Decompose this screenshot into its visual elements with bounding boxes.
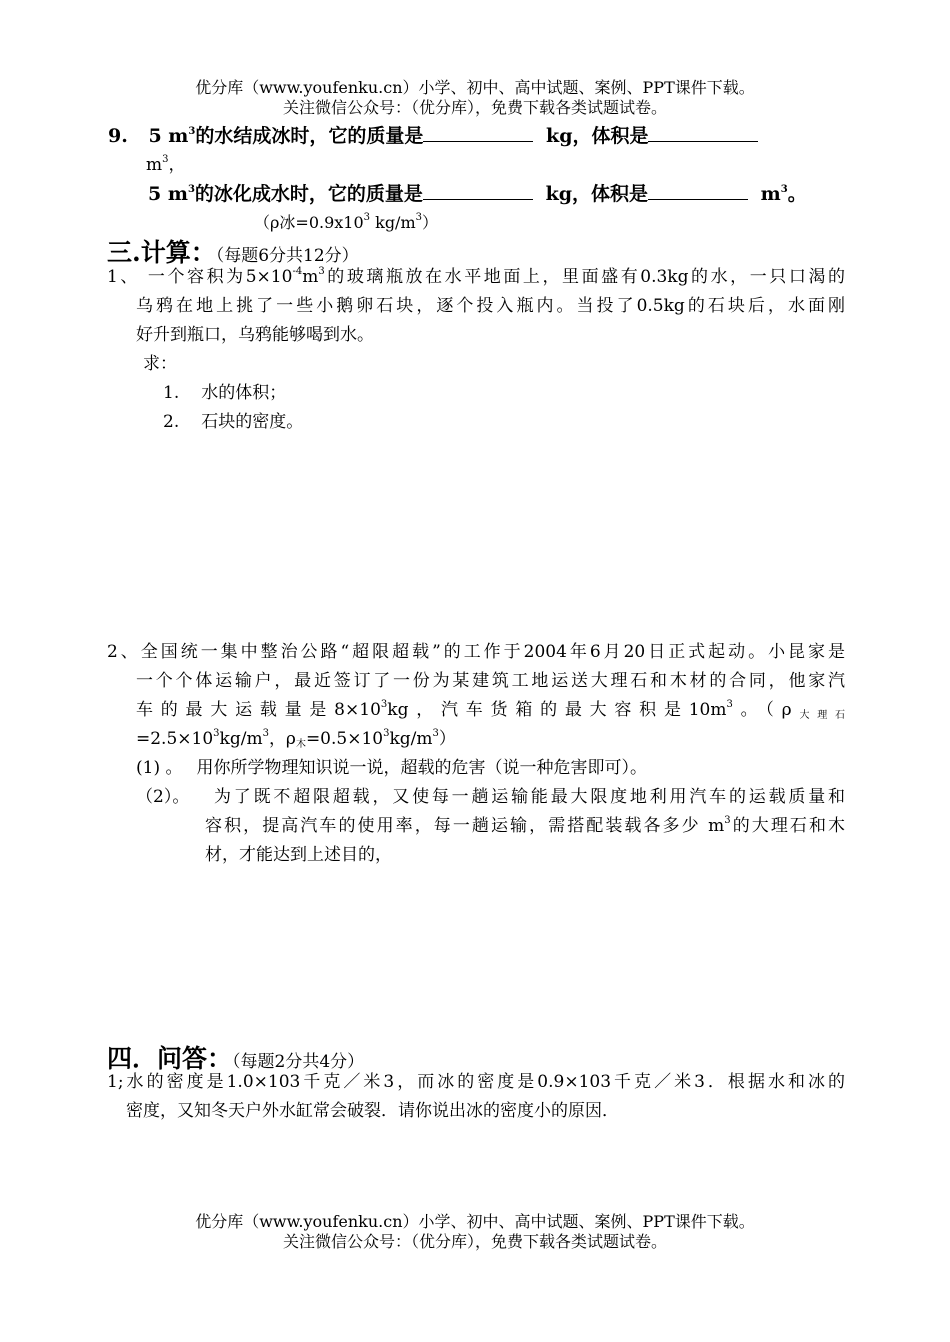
superscript: 3 — [188, 126, 196, 137]
problem-2-line-4 — [136, 725, 456, 754]
section-note: （每题2分共4分） — [232, 1052, 365, 1072]
superscript: 3 — [262, 728, 269, 739]
superscript: 3 — [726, 699, 733, 710]
q9-text: kg，体积是 — [545, 183, 649, 205]
question-4-line-2: 密度，又知冬天户外水缸常会破裂．请你说出冰的密度小的原因． — [126, 1101, 619, 1121]
item-number: 1. — [163, 383, 180, 403]
note-text: ） — [422, 213, 439, 232]
problem-2-sub-2-line-2 — [205, 812, 845, 841]
text: 1、 一个容积为5×10 — [107, 267, 293, 287]
item-text: 水的体积； — [201, 383, 287, 403]
problem-2-sub-2-line-1: 为了既不超限超载，又使每一趟运输能最大限度地利用汽车的运载质量和 — [214, 787, 845, 807]
question-number: 9. — [108, 125, 128, 147]
text: 容积，提高汽车的使用率，每一趟运输，需搭配装载各多少 m — [205, 816, 725, 836]
text: 。（ρ — [732, 700, 792, 720]
superscript: 3 — [432, 728, 439, 739]
problem-2-sub-2-number: （2）。 — [136, 787, 190, 807]
text: kg/m — [219, 729, 263, 749]
problem-2-line-1: 2、全国统一集中整治公路“超限超载”的工作于2004年6月20日正式起动。小昆家是 — [107, 642, 845, 662]
answer-blank[interactable] — [648, 123, 758, 142]
text: =2.5×10 — [136, 729, 214, 749]
problem-2-line-2: 一个个体运输户，最近签订了一份为某建筑工地运送大理石和木材的合同，他家汽 — [136, 671, 845, 691]
superscript: -4 — [292, 266, 303, 277]
sub-text: 用你所学物理知识说一说，超载的危害（说一种危害即可）。 — [196, 758, 647, 778]
item-number: 2. — [163, 412, 180, 432]
problem-1-line-1 — [107, 263, 845, 292]
superscript: 3 — [780, 184, 788, 195]
q9-text: m — [146, 155, 163, 175]
problem-2-sub-1 — [136, 754, 647, 783]
text: kg，汽车货箱的最大容积是10m — [387, 700, 727, 720]
answer-blank[interactable] — [423, 181, 533, 200]
answer-blank[interactable] — [648, 181, 748, 200]
superscript: 3 — [162, 154, 169, 165]
question-9-line-3 — [148, 179, 807, 206]
superscript: 3 — [363, 212, 371, 223]
header-line-2: 关注微信公众号：（优分库），免费下载各类试题试卷。 — [282, 98, 667, 117]
header-line-1: 优分库（www.youfenku.cn）小学、初中、高中试题、案例、PPT课件下载。 — [195, 78, 755, 97]
note-text: kg/m — [370, 213, 416, 232]
note-text: （ρ冰=0.9x10 — [254, 213, 364, 232]
q9-text: 5 m — [148, 183, 188, 205]
answer-blank[interactable] — [423, 123, 533, 142]
problem-1-item-2 — [163, 408, 303, 437]
subscript: 木 — [295, 739, 306, 750]
q9-text: ， — [168, 155, 186, 175]
text: 的玻璃瓶放在水平地面上，里面盛有0.3kg的水，一只口渴的 — [324, 267, 846, 287]
superscript: 3 — [380, 699, 388, 710]
text: 的大理石和木 — [730, 816, 846, 836]
superscript: 3 — [187, 184, 195, 195]
text: 车的最大运载量是8×10 — [136, 700, 381, 720]
problem-2-sub-2-line-3: 材，才能达到上述目的， — [205, 845, 392, 865]
superscript: 3 — [415, 212, 422, 223]
section-title: 三.计算： — [107, 238, 216, 267]
q9-text: m — [760, 183, 781, 205]
superscript: 3 — [724, 815, 731, 826]
section-title: 四．问答： — [107, 1044, 233, 1073]
superscript: 3 — [213, 728, 220, 739]
problem-1-item-1 — [163, 379, 286, 408]
superscript: 3 — [383, 728, 390, 739]
question-9-line-2 — [146, 150, 186, 175]
text: =0.5×10 — [305, 729, 384, 749]
subscript: 大理石 — [791, 710, 846, 721]
problem-2-line-3 — [136, 696, 845, 725]
text: ） — [438, 729, 456, 749]
section-note: （每题6分共12分） — [215, 246, 359, 266]
q9-text: 5 m — [148, 125, 189, 147]
item-text: 石块的密度。 — [201, 412, 304, 432]
q9-text: kg，体积是 — [546, 125, 649, 147]
q9-text: 。 — [787, 183, 807, 205]
question-4-line-1: 1;水的密度是1.0×103千克／米3，而冰的密度是0.9×103千克／米3．根据水和冰的 — [107, 1072, 845, 1092]
problem-1-line-3: 好升到瓶口，乌鸦能够喝到水。 — [136, 325, 374, 345]
q9-text: 的冰化成水时，它的质量是 — [194, 183, 423, 205]
footer-line-2: 关注微信公众号：（优分库），免费下载各类试题试卷。 — [282, 1232, 667, 1251]
sub-number: (1) 。 — [136, 758, 183, 778]
text: ，ρ — [268, 729, 296, 749]
footer-line-1: 优分库（www.youfenku.cn）小学、初中、高中试题、案例、PPT课件下载。 — [195, 1212, 755, 1231]
question-9-line-1 — [108, 121, 758, 148]
text: m — [302, 267, 319, 287]
ice-density-note — [254, 210, 438, 233]
superscript: 3 — [318, 266, 325, 277]
problem-1-line-2: 乌鸦在地上挑了一些小鹅卵石块，逐个投入瓶内。当投了0.5kg的石块后，水面刚 — [136, 296, 845, 316]
q9-text: 的水结成冰时，它的质量是 — [195, 125, 424, 147]
problem-1-ask: 求： — [143, 354, 177, 374]
text: kg/m — [389, 729, 433, 749]
